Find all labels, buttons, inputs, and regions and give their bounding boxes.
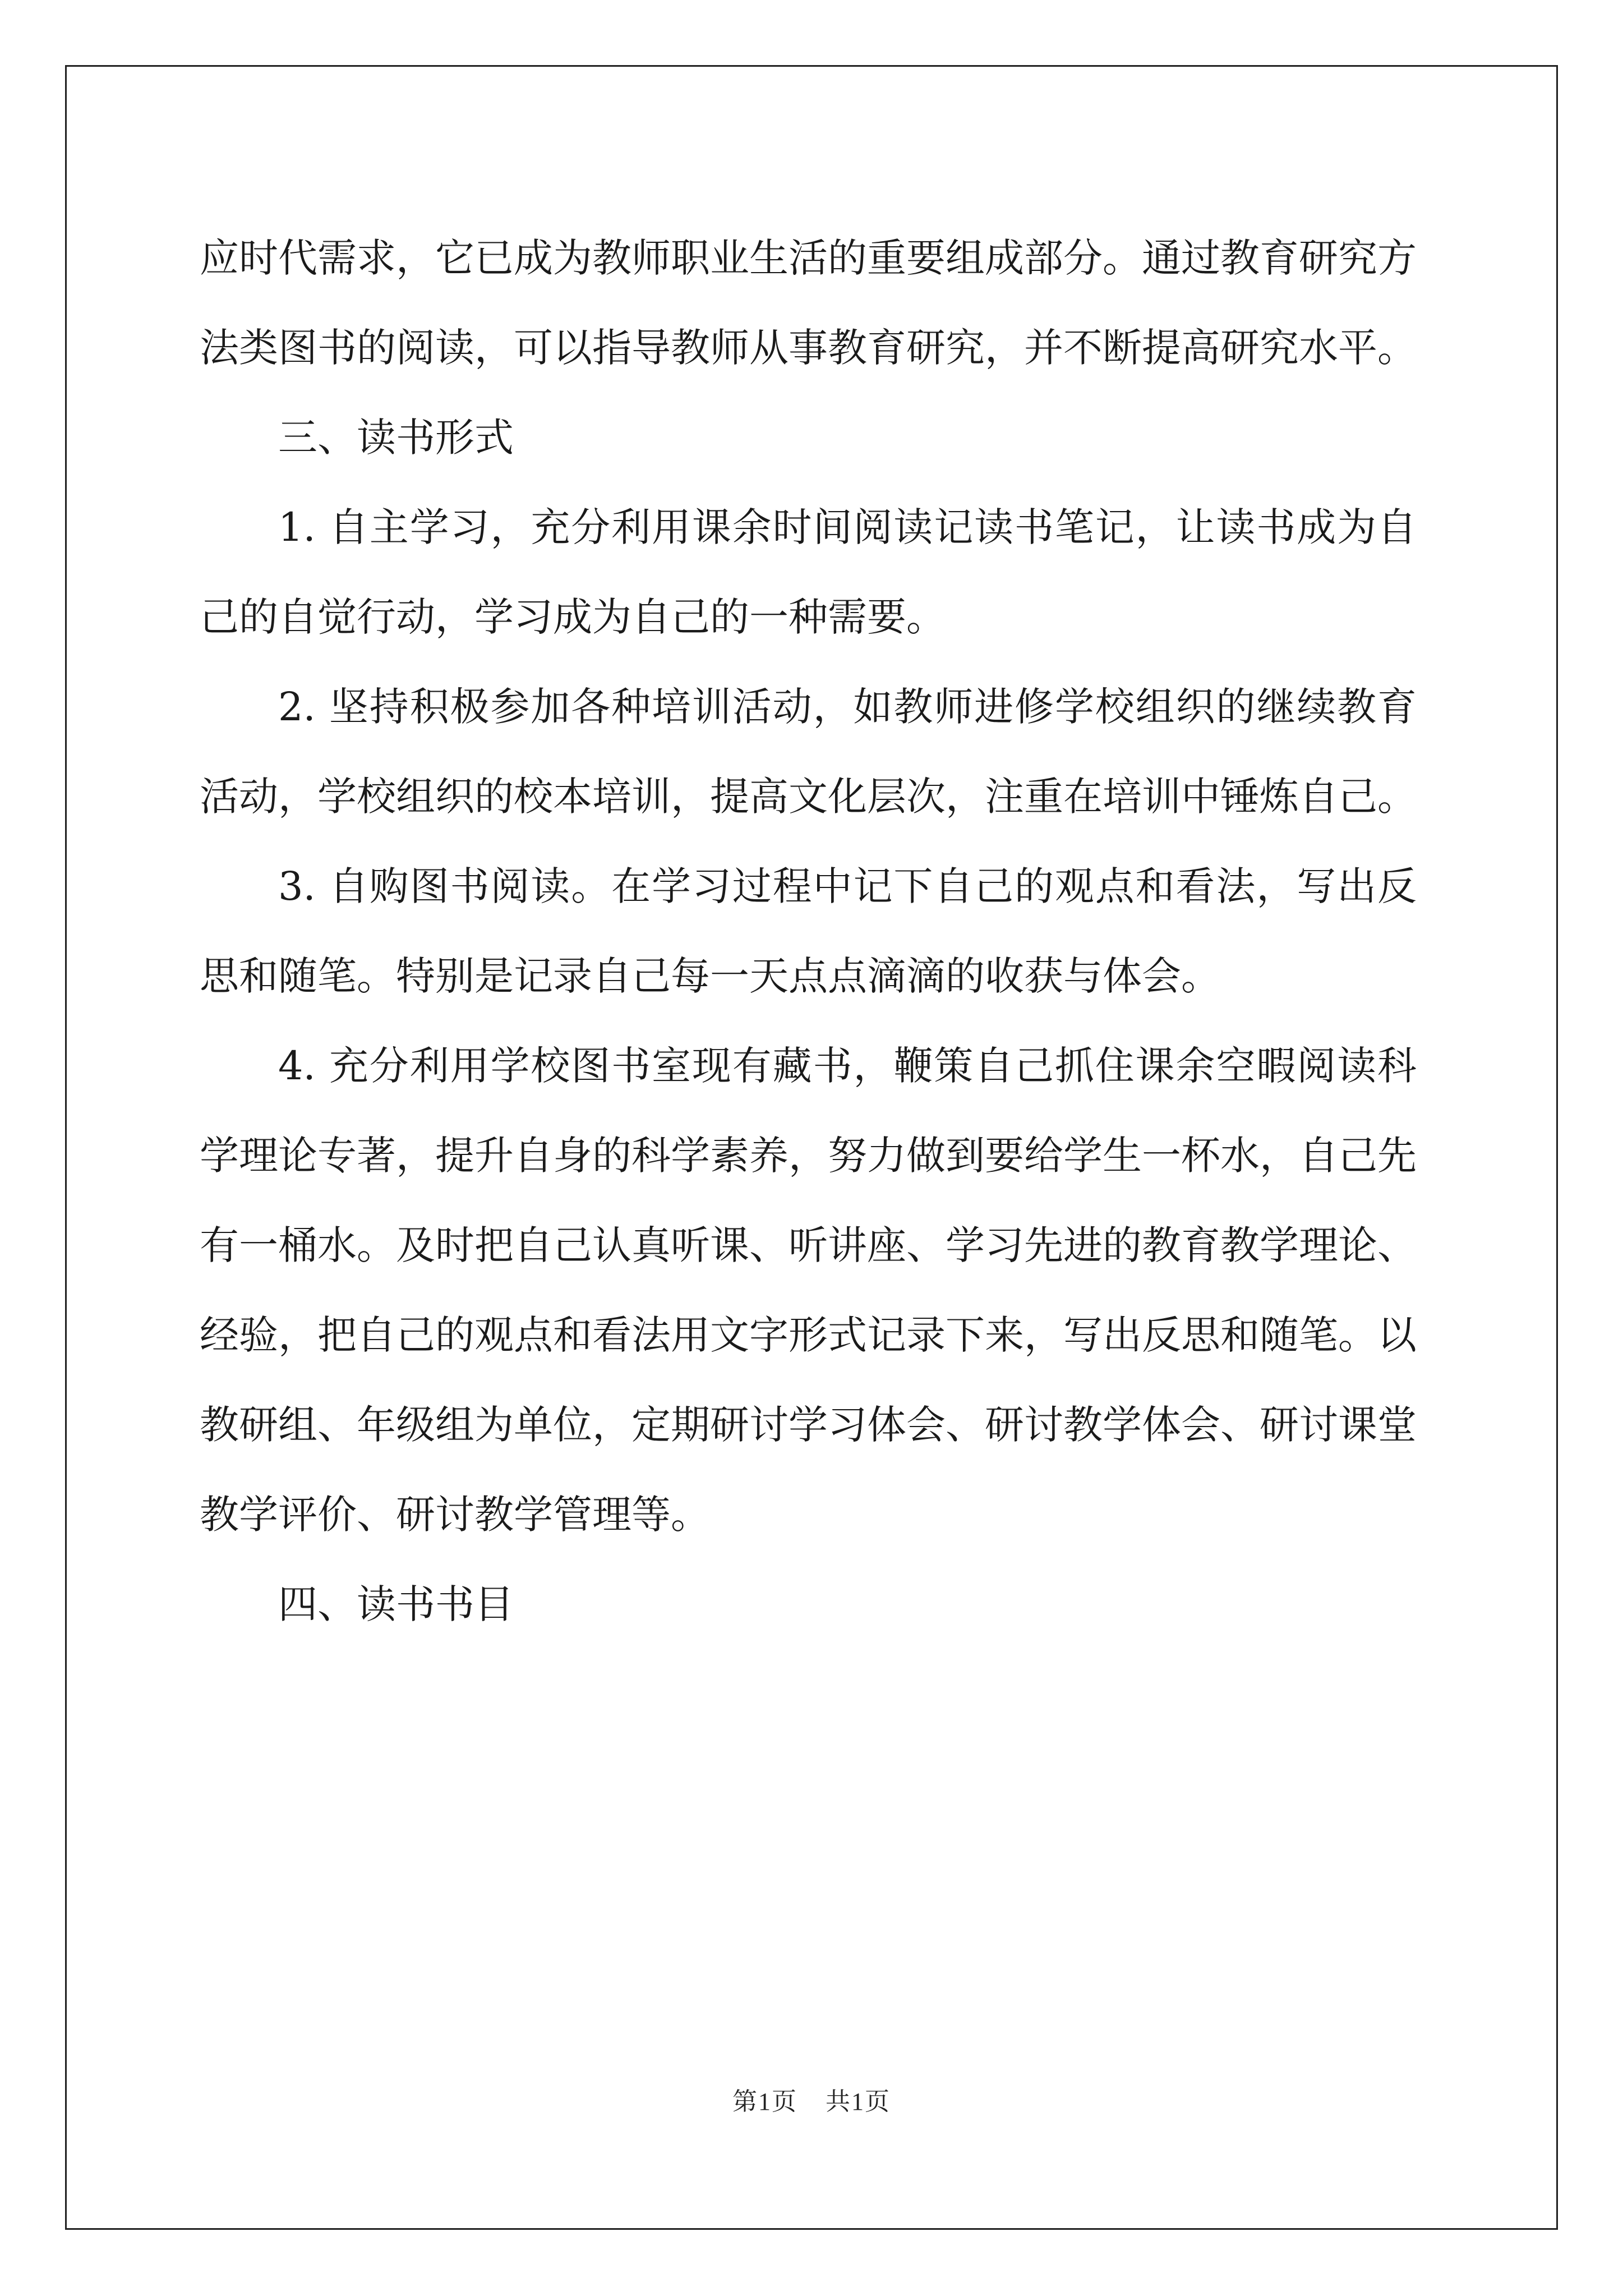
paragraph: 1. 自主学习，充分利用课余时间阅读记读书笔记，让读书成为自己的自觉行动，学习成为自己的一种需要。	[200, 504, 1417, 640]
document-body	[200, 213, 1417, 1649]
page-total: 共1页	[826, 2088, 891, 2115]
section-heading: 三、读书形式	[278, 415, 514, 461]
paragraph: 2. 坚持积极参加各种培训活动，如教师进修学校组织的继续教育活动，学校组织的校本培训，提高文化层次，注重在培训中锤炼自己。	[200, 684, 1417, 820]
page-footer	[0, 2081, 1623, 2117]
section-heading: 四、读书书目	[278, 1581, 514, 1627]
paragraph: 应时代需求，它已成为教师职业生活的重要组成部分。通过教育研究方法类图书的阅读，可以指导教师从事教育研究，并不断提高研究水平。	[200, 235, 1417, 371]
paragraph: 3. 自购图书阅读。在学习过程中记下自己的观点和看法，写出反思和随笔。特别是记录自己每一天点点滴滴的收获与体会。	[200, 863, 1417, 999]
paragraph: 4. 充分利用学校图书室现有藏书，鞭策自己抓住课余空暇阅读科学理论专著，提升自身的科学素养，努力做到要给学生一杯水，自己先有一桶水。及时把自己认真听课、听讲座、学习先进的教育教学理论、经验，把自己的观点和看法用文字形式记录下来，写出反思和随笔。以教研组、年级组为单位，定期研讨学习体会、研讨教学体会、研讨课堂教学评价、研讨教学管理等。	[200, 1043, 1417, 1538]
page-number: 第1页	[732, 2088, 797, 2115]
